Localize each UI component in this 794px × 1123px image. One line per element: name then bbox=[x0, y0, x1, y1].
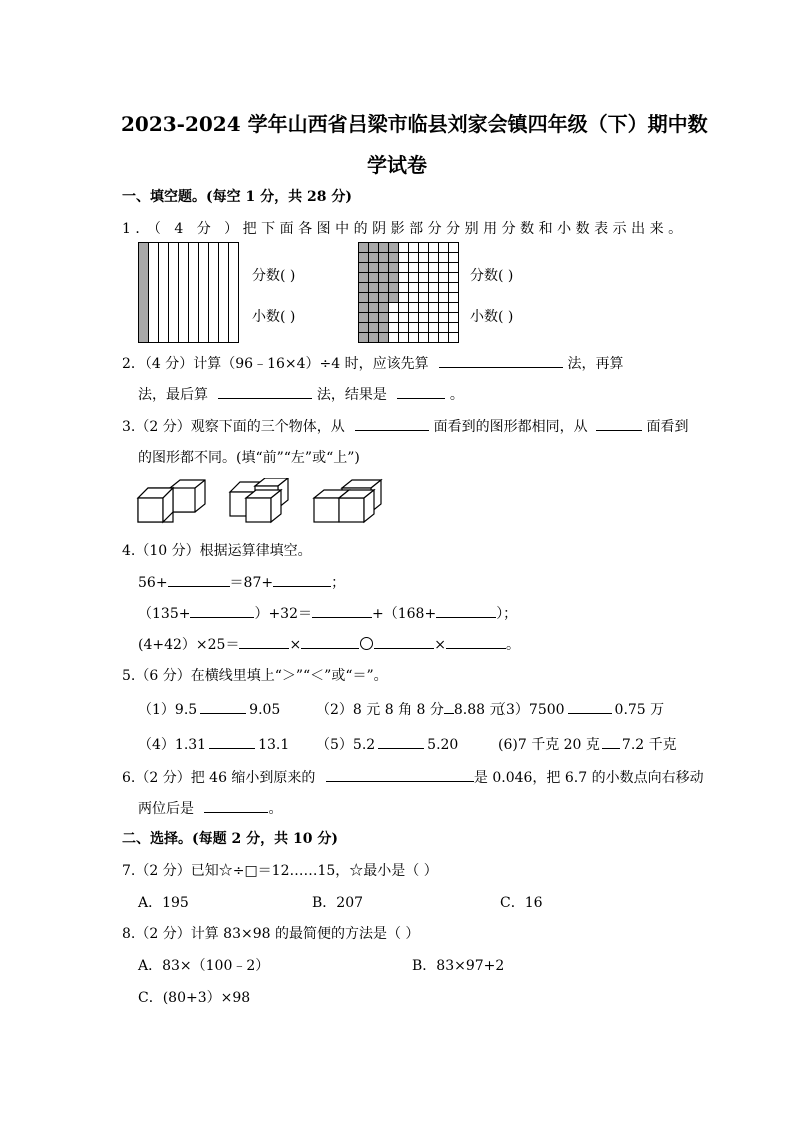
answer-blank[interactable] bbox=[568, 699, 612, 714]
answer-blank[interactable] bbox=[218, 384, 312, 399]
page-title: 2023-2024 学年山西省吕梁市临县刘家会镇四年级（下）期中数 bbox=[121, 112, 708, 136]
question-5-text: 5.（6 分）在横线里填上“＞”“＜”或“＝”。 bbox=[122, 668, 388, 684]
question-3-prefix: 3.（2 分）观察下面的三个物体，从 bbox=[122, 419, 345, 435]
question-6-line1 bbox=[122, 767, 704, 787]
figure1-fraction-label: 分数( ) bbox=[252, 268, 296, 284]
question-2-end: 。 bbox=[449, 387, 464, 403]
q5-text: 0.75 万 bbox=[614, 702, 665, 718]
option-c[interactable]: C．16 bbox=[500, 895, 543, 911]
question-2-text-b: 法，结果是 bbox=[316, 387, 387, 403]
question-6-mid: 是 0.046，把 6.7 的小数点向右移动 bbox=[473, 770, 704, 786]
cube-object-1 bbox=[136, 478, 208, 524]
answer-blank[interactable] bbox=[374, 634, 434, 649]
question-4-line2 bbox=[138, 603, 517, 623]
q5-item-5 bbox=[316, 734, 458, 754]
option-c[interactable]: C．(80+3）×98 bbox=[138, 990, 251, 1006]
circle-operator-blank[interactable] bbox=[360, 637, 373, 650]
q5-item-3 bbox=[492, 699, 664, 719]
answer-blank[interactable] bbox=[301, 634, 359, 649]
q5-item-6 bbox=[498, 734, 677, 754]
question-2-text-a: 法，最后算 bbox=[138, 387, 208, 403]
question-3-mid: 面看到的图形都相同，从 bbox=[433, 419, 588, 435]
section-heading-choice: 二、选择。(每题 2 分，共 10 分) bbox=[122, 831, 338, 847]
q4-text: 56+ bbox=[138, 575, 168, 591]
answer-blank[interactable] bbox=[439, 353, 563, 368]
option-a[interactable]: A．195 bbox=[138, 895, 189, 911]
q4-text: ； bbox=[331, 575, 346, 591]
option-a[interactable]: A．83×（100﹣2） bbox=[138, 958, 270, 974]
question-8-text: 8.（2 分）计算 83×98 的最简便的方法是（ ） bbox=[122, 926, 420, 942]
q4-text: (4+42）×25＝ bbox=[138, 637, 240, 653]
q5-item-1 bbox=[138, 699, 280, 719]
question-3-line2: 的图形都不同。(填“前”“左”或“上”) bbox=[138, 450, 360, 466]
answer-blank[interactable] bbox=[326, 767, 474, 782]
figure2-fraction-label: 分数( ) bbox=[470, 268, 514, 284]
option-b[interactable]: B．207 bbox=[312, 895, 364, 911]
question-2-prefix: 2．（4 分）计算（96﹣16×4）÷4 时，应该先算 bbox=[122, 356, 429, 372]
answer-blank[interactable] bbox=[168, 572, 230, 587]
q5-text: （2）8 元 8 角 8 分 bbox=[316, 702, 444, 718]
q4-text: ＝87+ bbox=[229, 575, 274, 591]
q5-text: （1）9.5 bbox=[138, 702, 198, 718]
answer-blank[interactable] bbox=[378, 734, 424, 749]
answer-blank[interactable] bbox=[190, 603, 254, 618]
question-6-prefix: 6.（2 分）把 46 缩小到原来的 bbox=[122, 770, 316, 786]
q5-item-4 bbox=[138, 734, 289, 754]
q4-text: （135+ bbox=[138, 606, 191, 622]
question-3-line1 bbox=[122, 416, 689, 436]
answer-blank[interactable] bbox=[239, 634, 289, 649]
q5-text: 13.1 bbox=[258, 737, 290, 753]
q5-text: 7.2 千克 bbox=[621, 737, 677, 753]
q4-text: 。 bbox=[505, 637, 520, 653]
q5-text: （3）7500 bbox=[492, 702, 565, 718]
question-2-mid: 法，再算 bbox=[567, 356, 624, 372]
q5-text: （5）5.2 bbox=[316, 737, 376, 753]
answer-blank[interactable] bbox=[355, 416, 429, 431]
q4-text: ）+32＝ bbox=[254, 606, 312, 622]
section-heading-fill-in: 一、填空题。(每空 1 分，共 28 分) bbox=[122, 189, 352, 205]
q5-text: 8.88 元 bbox=[453, 702, 504, 718]
q5-text: 5.20 bbox=[427, 737, 459, 753]
page-title-line2: 学试卷 bbox=[367, 153, 427, 177]
cube-object-3 bbox=[312, 478, 384, 524]
grid-figure bbox=[358, 242, 460, 343]
question-7-text: 7.（2 分）已知☆÷□＝12……15，☆最小是（ ） bbox=[122, 863, 438, 879]
q4-text: × bbox=[434, 637, 446, 653]
question-2-line1 bbox=[122, 353, 624, 373]
q5-item-2 bbox=[316, 699, 504, 719]
answer-blank[interactable] bbox=[312, 603, 372, 618]
strip-figure bbox=[138, 242, 240, 343]
question-2-line2 bbox=[138, 384, 464, 404]
question-4-line3 bbox=[138, 634, 520, 654]
answer-blank[interactable] bbox=[596, 416, 642, 431]
answer-blank[interactable] bbox=[209, 734, 255, 749]
q5-text: (6)7 千克 20 克 bbox=[498, 737, 600, 753]
answer-blank[interactable] bbox=[200, 699, 246, 714]
question-4-text: 4.（10 分）根据运算律填空。 bbox=[122, 543, 312, 559]
question-1-text: 1．（ 4 分 ）把下面各图中的阴影部分分别用分数和小数表示出来。 bbox=[122, 221, 687, 237]
cube-object-2 bbox=[228, 478, 292, 524]
question-6-text: 两位后是 bbox=[138, 801, 194, 817]
answer-blank[interactable] bbox=[436, 603, 496, 618]
q5-text: （4）1.31 bbox=[138, 737, 207, 753]
q4-text: ）； bbox=[496, 606, 518, 622]
q4-text: +（168+ bbox=[372, 606, 437, 622]
answer-blank[interactable] bbox=[204, 798, 268, 813]
question-6-end: 。 bbox=[268, 801, 283, 817]
answer-blank[interactable] bbox=[602, 734, 620, 749]
answer-blank[interactable] bbox=[446, 634, 506, 649]
answer-blank[interactable] bbox=[397, 384, 445, 399]
option-b[interactable]: B．83×97+2 bbox=[412, 958, 505, 974]
question-4-line1 bbox=[138, 572, 345, 592]
question-6-line2 bbox=[138, 798, 282, 818]
answer-blank[interactable] bbox=[444, 699, 454, 714]
figure2-decimal-label: 小数( ) bbox=[470, 309, 514, 325]
q5-text: 9.05 bbox=[249, 702, 281, 718]
q4-text: × bbox=[289, 637, 302, 653]
figure1-decimal-label: 小数( ) bbox=[252, 309, 296, 325]
answer-blank[interactable] bbox=[273, 572, 331, 587]
question-3-end: 面看到 bbox=[646, 419, 689, 435]
